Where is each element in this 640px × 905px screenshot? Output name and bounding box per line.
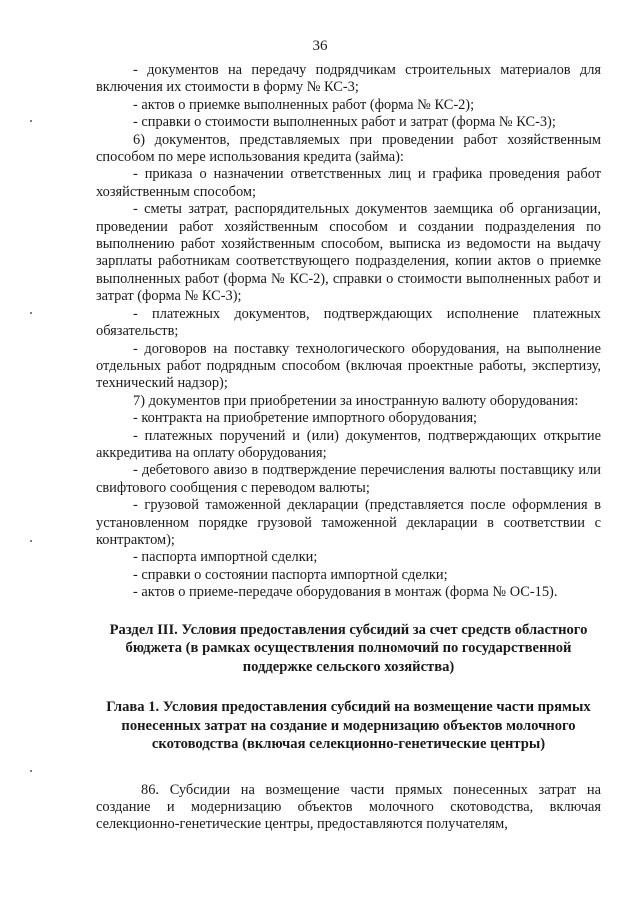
list-item: - договоров на поставку технологического оборудования, на выполнение отдельных работ подрядным способом (включая проектные работы, экспертизу, технический надзор); xyxy=(96,340,601,392)
list-item: - платежных поручений и (или) документов, подтверждающих открытие аккредитива на оплату оборудования; xyxy=(96,427,601,461)
margin-mark xyxy=(30,120,32,122)
chapter-heading: Глава 1. Условия предоставления субсидий на возмещение части прямых понесенных затрат на создание и модернизацию объектов молочного скотоводства (включая селекционно-генетические центры) xyxy=(106,699,591,753)
list-item: - документов на передачу подрядчикам строительных материалов для включения их стоимости в форму № КС-3; xyxy=(96,62,601,96)
list-item: - платежных документов, подтверждающих исполнение платежных обязательств; xyxy=(96,305,601,340)
list-item: - сметы затрат, распорядительных документов заемщика об организации, проведении работ хозяйственным способом и создании подразделения по выполнению работ хозяйственным способом, выписка из ведомости на выдачу зарплаты работникам соответствующего подразделения, копии актов о приемке выполненных работ (форма № КС-2), справки о стоимости выполненных работ и затрат (форма № КС-3); xyxy=(96,201,601,305)
section-heading: Раздел III. Условия предоставления субсидий за счет средств областного бюджета (в рамках осуществления полномочий по государственной поддержке сельского хозяйства) xyxy=(109,621,588,675)
list-item: - справки о стоимости выполненных работ и затрат (форма № КС-3); xyxy=(133,114,556,131)
list-item: - приказа о назначении ответственных лиц и графика проведения работ хозяйственным способом; xyxy=(96,166,601,200)
margin-mark xyxy=(30,770,32,772)
numbered-clause: 7) документов при приобретении за иностранную валюту оборудования: xyxy=(133,392,579,409)
list-item: - паспорта импортной сделки; xyxy=(133,549,318,566)
margin-mark xyxy=(30,312,32,314)
numbered-paragraph: 86. Субсидии на возмещение части прямых понесенных затрат на создание и модернизацию объектов молочного скотоводства, включая селекционно-генетические центры, предоставляются получателям, xyxy=(96,781,601,833)
list-item: - дебетового авизо в подтверждение перечисления валюты поставщику или свифтового сообщения с переводом валюты; xyxy=(96,462,601,496)
page-number: 36 xyxy=(312,38,328,54)
document-body xyxy=(96,62,601,834)
list-item: - справки о состоянии паспорта импортной сделки; xyxy=(133,566,448,583)
list-item: - актов о приемке выполненных работ (форма № КС-2); xyxy=(133,96,475,113)
margin-mark xyxy=(30,540,32,542)
list-item: - актов о приеме-передаче оборудования в монтаж (форма № ОС-15). xyxy=(133,584,558,601)
numbered-clause: 6) документов, представляемых при проведении работ хозяйственным способом по мере использования кредита (займа): xyxy=(96,131,601,166)
list-item: - грузовой таможенной декларации (представляется после оформления в установленном порядке грузовой таможенной декларации в соответствии с контрактом); xyxy=(96,497,601,548)
list-item: - контракта на приобретение импортного оборудования; xyxy=(133,410,478,427)
